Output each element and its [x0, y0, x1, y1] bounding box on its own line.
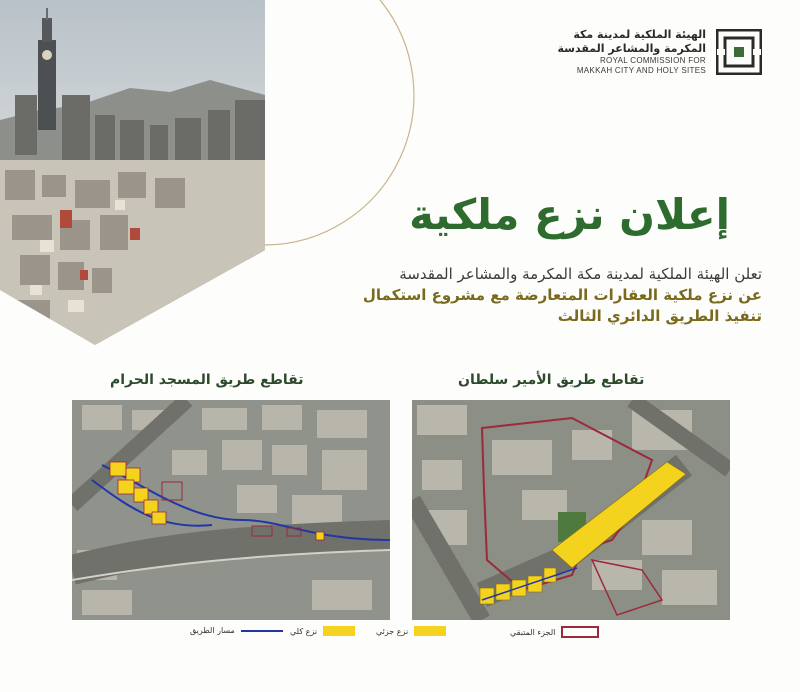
legend-partial-expropriation-label: نزع جزئي	[376, 626, 409, 636]
yellow-swatch-icon	[323, 626, 355, 636]
logo-arabic-line1: الهيئة الملكية لمدينة مكة	[573, 28, 706, 41]
body-line-2: عن نزع ملكية العقارات المتعارضة مع مشروع استكمال	[362, 286, 762, 304]
masjid-alharam-intersection-map	[72, 400, 390, 620]
left-map-caption: تقاطع طريق المسجد الحرام	[110, 372, 304, 388]
announcement-title: إعلان نزع ملكية	[409, 190, 730, 239]
legend-road-path	[190, 626, 283, 635]
legend-full-expropriation-label: نزع كلي	[290, 626, 318, 636]
blue-line-icon	[241, 630, 283, 632]
prince-sultan-intersection-map	[412, 400, 730, 620]
legend-partial-expropriation	[376, 626, 446, 636]
legend-partial-remaining-label: الجزء المتبقي	[510, 627, 556, 637]
body-line-3: تنفيذ الطريق الدائري الثالث	[557, 307, 762, 325]
royal-commission-logo	[558, 28, 762, 76]
legend-road-path-label: مسار الطريق	[190, 626, 235, 635]
map-legend	[180, 626, 780, 642]
logo-arabic-line2: المكرمة والمشاعر المقدسة	[557, 42, 706, 55]
yellow-swatch-icon	[414, 626, 446, 636]
body-line-1: تعلن الهيئة الملكية لمدينة مكة المكرمة والمشاعر المقدسة	[399, 265, 762, 283]
right-map-caption: تقاطع طريق الأمير سلطان	[458, 372, 645, 388]
announcement-body	[242, 264, 762, 327]
legend-full-expropriation	[290, 626, 355, 636]
commission-emblem-icon	[716, 29, 762, 75]
outline-swatch-icon	[561, 626, 599, 638]
logo-english-line1: ROYAL COMMISSION FOR	[599, 56, 706, 65]
legend-partial-remaining	[510, 626, 599, 638]
logo-english-line2: MAKKAH CITY AND HOLY SITES	[576, 66, 706, 75]
logo-text	[558, 28, 706, 76]
